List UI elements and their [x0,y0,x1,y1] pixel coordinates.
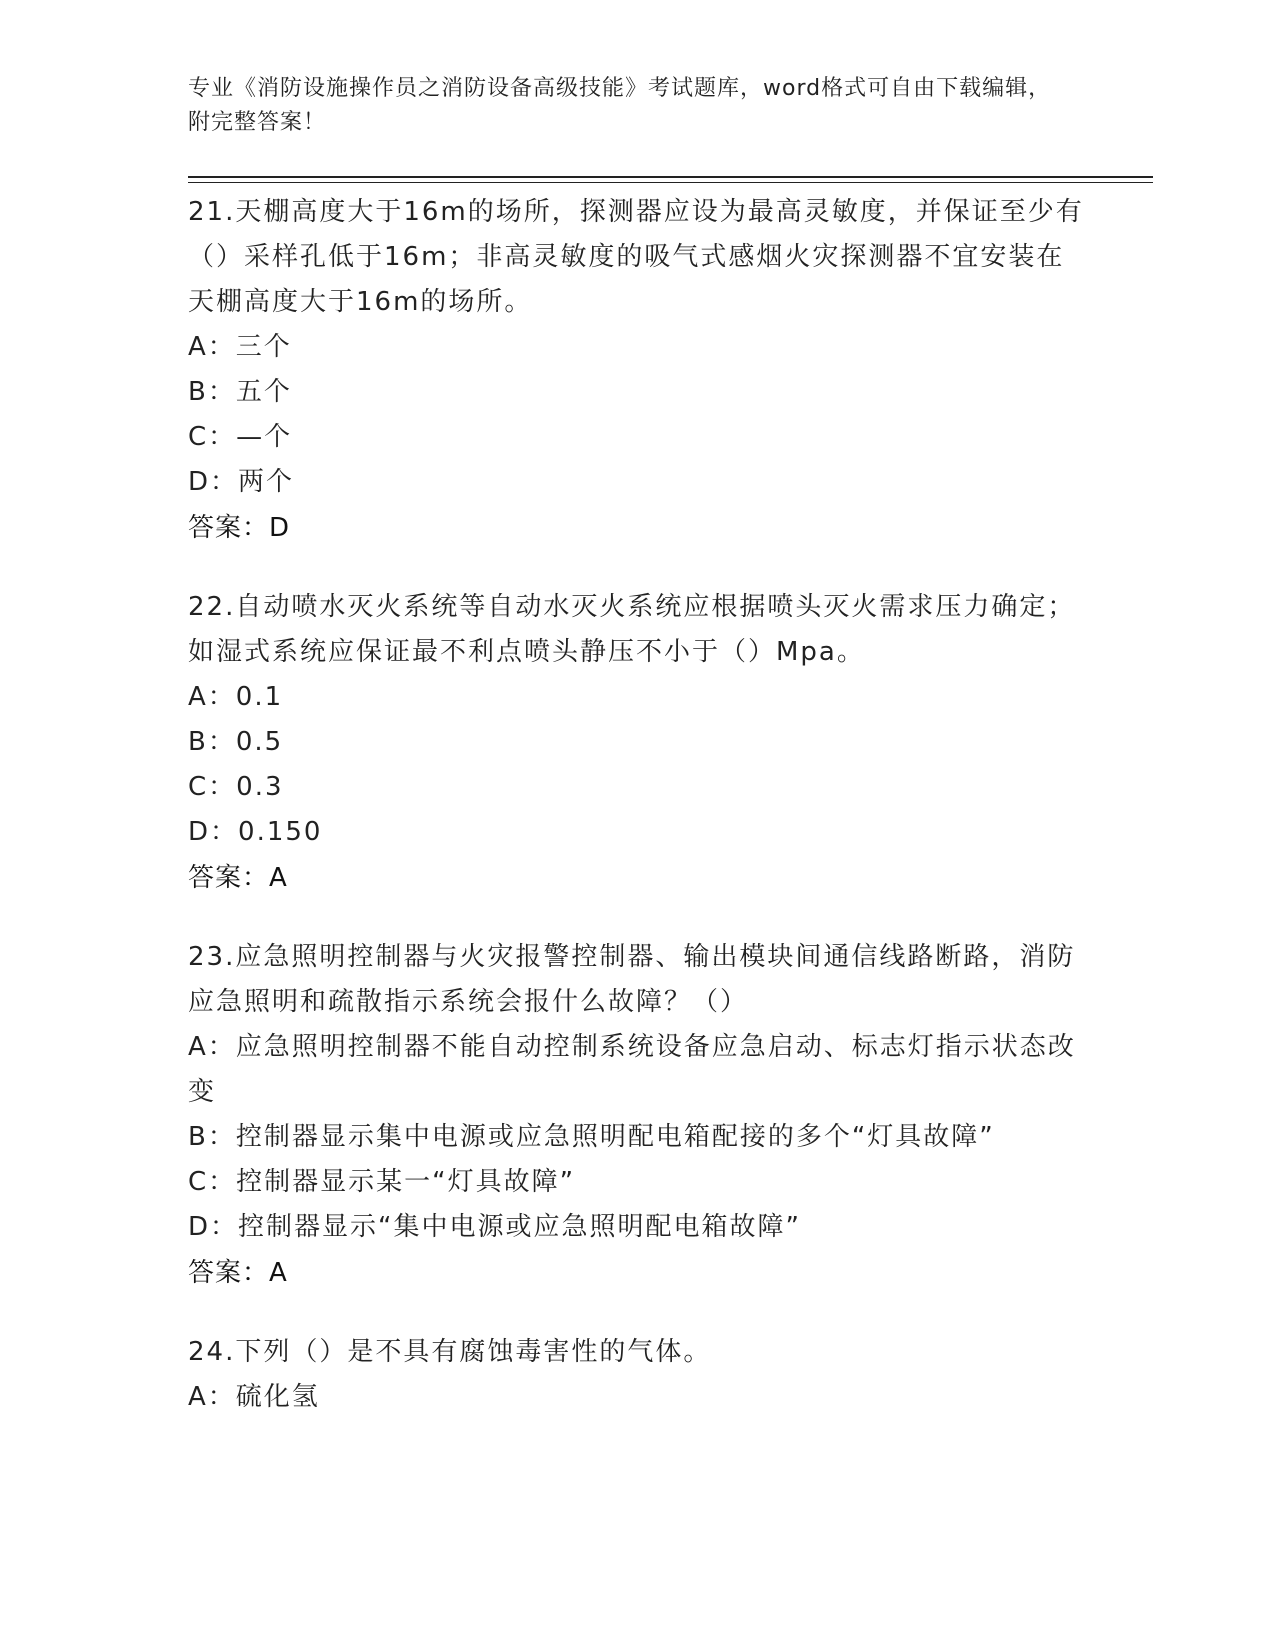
option-d: D：两个 [188,467,295,497]
option-d: D：控制器显示“集中电源或应急照明配电箱故障” [188,1212,801,1242]
answer-line: 答案：A [188,863,288,893]
question-text: 23.应急照明控制器与火灾报警控制器、输出模块间通信线路断路，消防应急照明和疏散指示系统会报什么故障？（） [188,942,1076,1017]
question-item [188,190,1088,551]
option-c: C：控制器显示某一“灯具故障” [188,1167,576,1197]
question-text: 21.天棚高度大于16m的场所，探测器应设为最高灵敏度，并保证至少有（）采样孔低于16m；非高灵敏度的吸气式感烟火灾探测器不宜安装在天棚高度大于16m的场所。 [188,197,1084,317]
question-item [188,935,1088,1296]
header-intro-text: 专业《消防设施操作员之消防设备高级技能》考试题库，word格式可自由下载编辑，附完整答案！ [188,76,1052,135]
option-a: A：0.1 [188,682,284,712]
answer-line: 答案：D [188,513,291,543]
option-c: C：0.3 [188,772,284,802]
header-divider [188,176,1153,178]
option-b: B：控制器显示集中电源或应急照明配电箱配接的多个“灯具故障” [188,1122,995,1152]
document-header [188,72,1068,140]
option-b: B：0.5 [188,727,284,757]
question-list [188,190,1088,1454]
option-a: A：硫化氢 [188,1382,320,1412]
option-a: A：三个 [188,332,292,362]
question-text: 24.下列（）是不具有腐蚀毒害性的气体。 [188,1337,712,1367]
header-divider-thin [188,182,1153,183]
question-text: 22.自动喷水灭火系统等自动水灭火系统应根据喷头灭火需求压力确定；如湿式系统应保证最不利点喷头静压不小于（）Mpa。 [188,592,1076,667]
option-c: C：—个 [188,422,293,452]
question-item [188,1330,1088,1420]
question-item [188,585,1088,901]
option-d: D：0.150 [188,817,323,847]
answer-line: 答案：A [188,1258,288,1288]
option-a: A：应急照明控制器不能自动控制系统设备应急启动、标志灯指示状态改变 [188,1032,1076,1107]
option-b: B：五个 [188,377,292,407]
